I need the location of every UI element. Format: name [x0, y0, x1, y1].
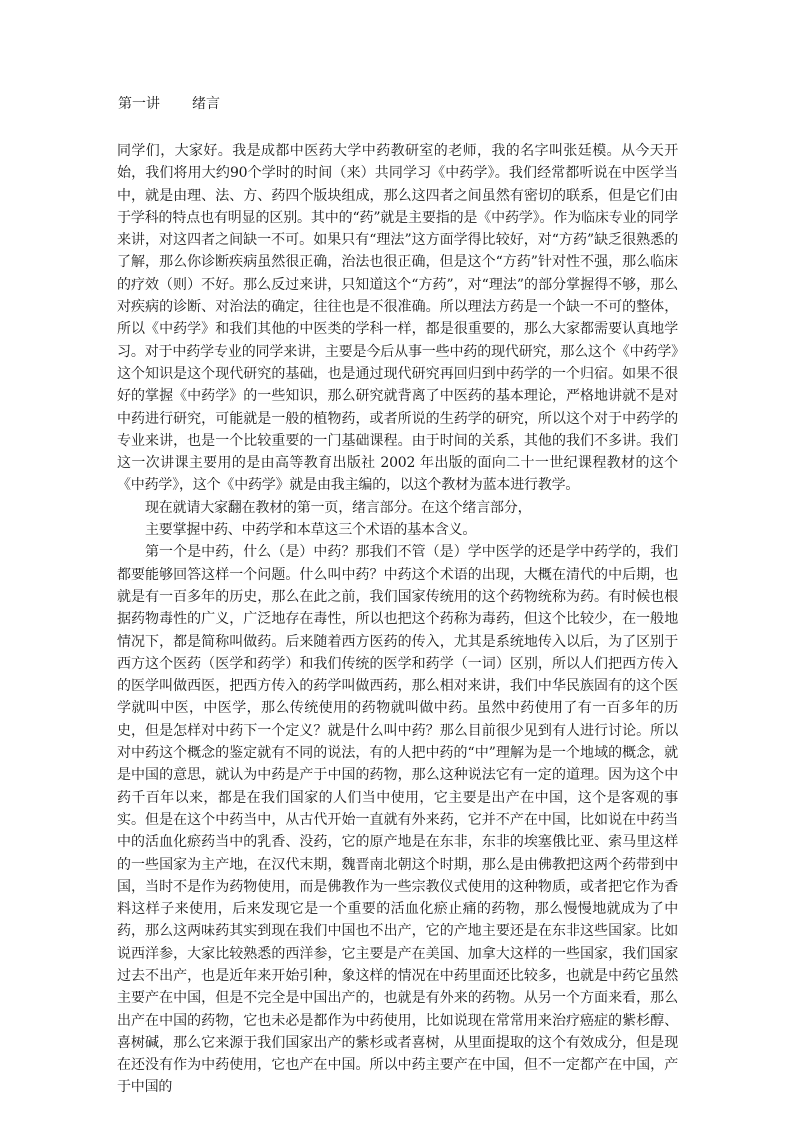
paragraph: 同学们，大家好。我是成都中医药大学中药教研室的老师，我的名字叫张廷模。从今天开始，我们将用大约90个学时的时间（来）共同学习《中药学》。我们经常都听说在中医学当中，就是由理、法、方、药四个版块组成，那么这四者之间虽然有密切的联系，但是它们由于学科的特点也有明显的区别。其中的“药”就是主要指的是《中药学》。作为临床专业的同学来讲，对这四者之间缺一不可。如果只有“理法”这方面学得比较好，对“方药”缺乏很熟悉的了解，那么你诊断疾病虽然很正确，治法也很正确，但是这个“方药”针对性不强，那么临床的疗效（则）不好。那么反过来讲，只知道这个“方药”，对“理法”的部分掌握得不够，那么对疾病的诊断、对治法的确定，往往也是不很准确。所以理法方药是一个缺一不可的整体，所以《中药学》和我们其他的中医类的学科一样，都是很重要的，那么大家都需要认真地学习。对于中药学专业的同学来讲，主要是今后从事一些中药的现代研究，那么这个《中药学》这个知识是这个现代研究的基础，也是通过现代研究再回归到中药学的一个归宿。如果不很好的掌握《中药学》的一些知识，那么研究就背离了中医药的基本理论，严格地讲就不是对中药进行研究，可能就是一般的植物药，或者所说的生药学的研究，所以这个对于中药学的专业来讲，也是一个比较重要的一门基础课程。由于时间的关系，其他的我们不多讲。我们这一次讲课主要用的是由高等教育出版社 2002 年出版的面向二十一世纪课程教材的这个《中药学》，这个《中药学》就是由我主编的，以这个教材为蓝本进行教学。	[117, 143, 678, 494]
paragraph: 第一个是中药，什么（是）中药？那我们不管（是）学中医学的还是学中药学的，我们都要能够回答这样一个问题。什么叫中药？中药这个术语的出现，大概在清代的中后期，也就是有一百多年的历史，那么在此之前，我们国家传统用的这个药物统称为药。有时候也根据药物毒性的广义，广泛地存在毒性，所以也把这个药称为毒药，但这个比较少，在一般地情况下，都是简称叫做药。后来随着西方医药的传入，尤其是系统地传入以后，为了区别于西方这个医药（医学和药学）和我们传统的医学和药学（一词）区别，所以人们把西方传入的医学叫做西医，把西方传入的药学叫做西药，那么相对来讲，我们中华民族固有的这个医学就叫中医，中医学，那么传统使用的药物就叫做中药。虽然中药使用了有一百多年的历史，但是怎样对中药下一个定义？就是什么叫中药？那么目前很少见到有人进行讨论。所以对中药这个概念的鉴定就有不同的说法，有的人把中药的“中”理解为是一个地域的概念，就是中国的意思，就认为中药是产于中国的药物，那么这种说法它有一定的道理。因为这个中药千百年以来，都是在我们国家的人们当中使用，它主要是出产在中国，这个是客观的事实。但是在这个中药当中，从古代开始一直就有外来药，它并不产在中国，比如说在中药当中的活血化瘀药当中的乳香、没药，它的原产地是在东非，东非的埃塞俄比亚、索马里这样的一些国家为主产地，在汉代末期，魏晋南北朝这个时期，那么是由佛教把这两个药带到中国，当时不是作为药物使用，而是佛教作为一些宗教仪式使用的这种物质，或者把它作为香料这样子来使用，后来发现它是一个重要的活血化瘀止痛的药物，那么慢慢地就成为了中药，那么这两味药其实到现在我们中国也不出产，它的产地主要还是在东非这些国家。比如说西洋参，大家比较熟悉的西洋参，它主要是产在美国、加拿大这样的一些国家，我们国家过去不出产，也是近年来开始引种，象这样的情况在中药里面还比较多，也就是中药它虽然主要产在中国，但是不完全是中国出产的，也就是有外来的药物。从另一个方面来看，那么出产在中国的药物，它也未必是都作为中药使用，比如说现在常常用来治疗癌症的紫杉醇、喜树碱，那么它来源于我们国家出产的紫杉或者喜树，从里面提取的这个有效成分，但是现在还没有作为中药使用，它也产在中国。所以中药主要产在中国，但不一定都产在中国，产于中国的	[117, 544, 678, 1096]
document-body	[117, 140, 678, 1099]
paragraph: 主要掌握中药、中药学和本草这三个术语的基本含义。	[145, 522, 477, 539]
lecture-number: 第一讲	[118, 96, 160, 112]
paragraph: 现在就请大家翻在教材的第一页，绪言部分。在这个绪言部分，	[145, 499, 532, 516]
lecture-heading	[118, 95, 678, 113]
lecture-title: 绪言	[192, 96, 220, 112]
